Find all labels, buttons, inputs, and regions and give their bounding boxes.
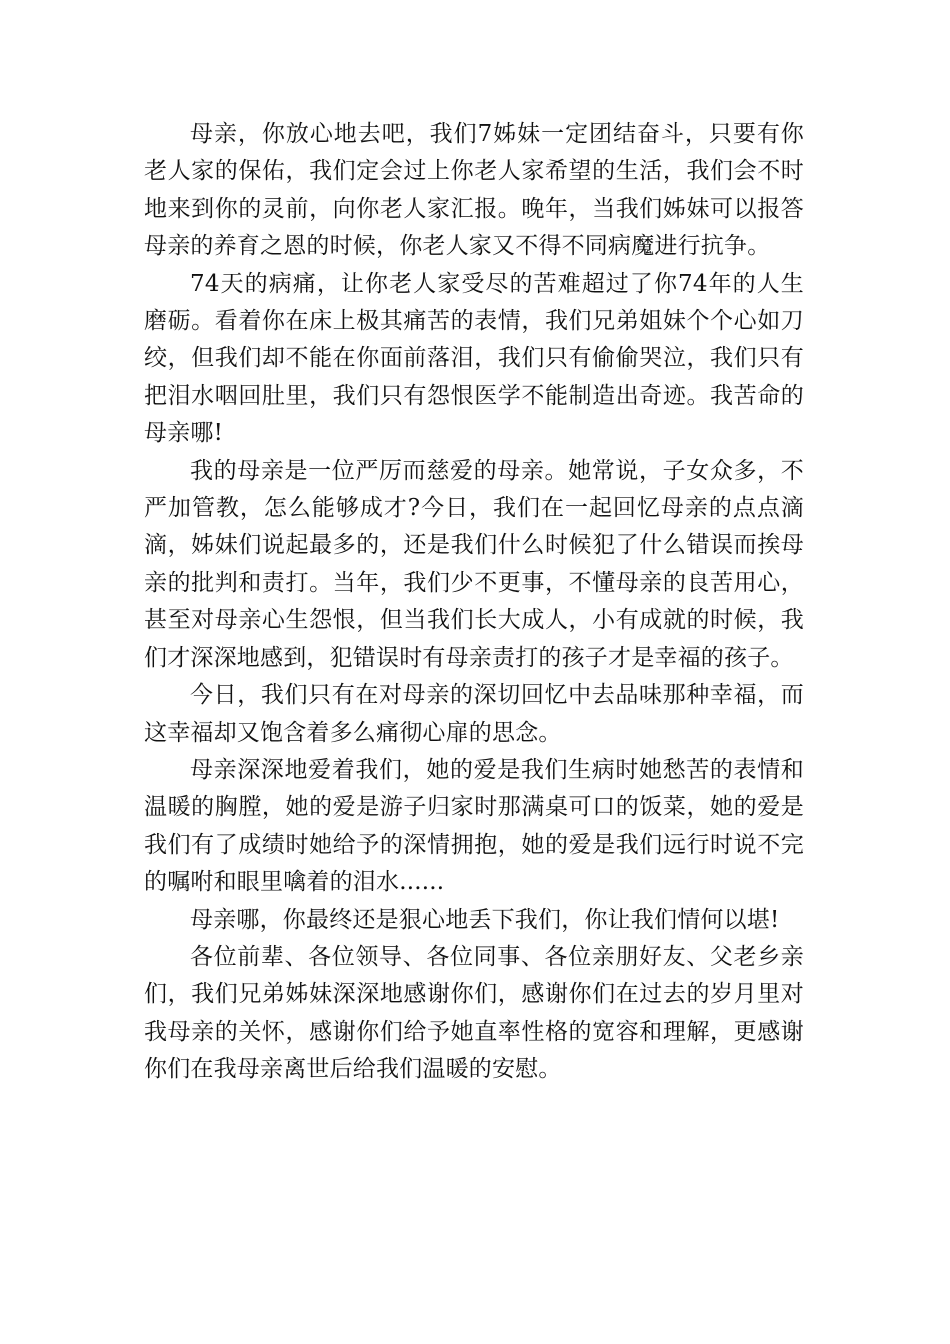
paragraph: 今日，我们只有在对母亲的深切回忆中去品味那种幸福，而这幸福却又饱含着多么痛彻心扉的思念。 — [144, 682, 804, 746]
paragraph: 母亲深深地爱着我们，她的爱是我们生病时她愁苦的表情和温暖的胸膛，她的爱是游子归家时那满桌可口的饭菜，她的爱是我们有了成绩时她给予的深情拥抱，她的爱是我们远行时说不完的嘱咐和眼里噙着的泪水...... — [144, 756, 804, 896]
paragraph: 各位前辈、各位领导、各位同事、各位亲朋好友、父老乡亲们，我们兄弟姊妹深深地感谢你们，感谢你们在过去的岁月里对我母亲的关怀，感谢你们给予她直率性格的宽容和理解，更感谢你们在我母亲离世后给我们温暖的安慰。 — [144, 943, 804, 1083]
paragraph: 母亲哪，你最终还是狠心地丢下我们，你让我们情何以堪! — [190, 906, 780, 933]
paragraph: 我的母亲是一位严厉而慈爱的母亲。她常说，子女众多，不严加管教，怎么能够成才?今日，我们在一起回忆母亲的点点滴滴，姊妹们说起最多的，还是我们什么时候犯了什么错误而挨母亲的批判和责打。当年，我们少不更事，不懂母亲的良苦用心，甚至对母亲心生怨恨，但当我们长大成人，小有成就的时候，我们才深深地感到，犯错误时有母亲责打的孩子才是幸福的孩子。 — [144, 457, 804, 671]
paragraph: 母亲，你放心地去吧，我们7姊妹一定团结奋斗，只要有你老人家的保佑，我们定会过上你老人家希望的生活，我们会不时地来到你的灵前，向你老人家汇报。晚年，当我们姊妹可以报答母亲的养育之恩的时候，你老人家又不得不同病魔进行抗争。 — [144, 121, 804, 260]
paragraph: 74天的病痛，让你老人家受尽的苦难超过了你74年的人生磨砺。看着你在床上极其痛苦的表情，我们兄弟姐妹个个心如刀绞，但我们却不能在你面前落泪，我们只有偷偷哭泣，我们只有把泪水咽回肚里，我们只有怨恨医学不能制造出奇迹。我苦命的母亲哪! — [144, 270, 804, 447]
document-page — [144, 116, 804, 1089]
